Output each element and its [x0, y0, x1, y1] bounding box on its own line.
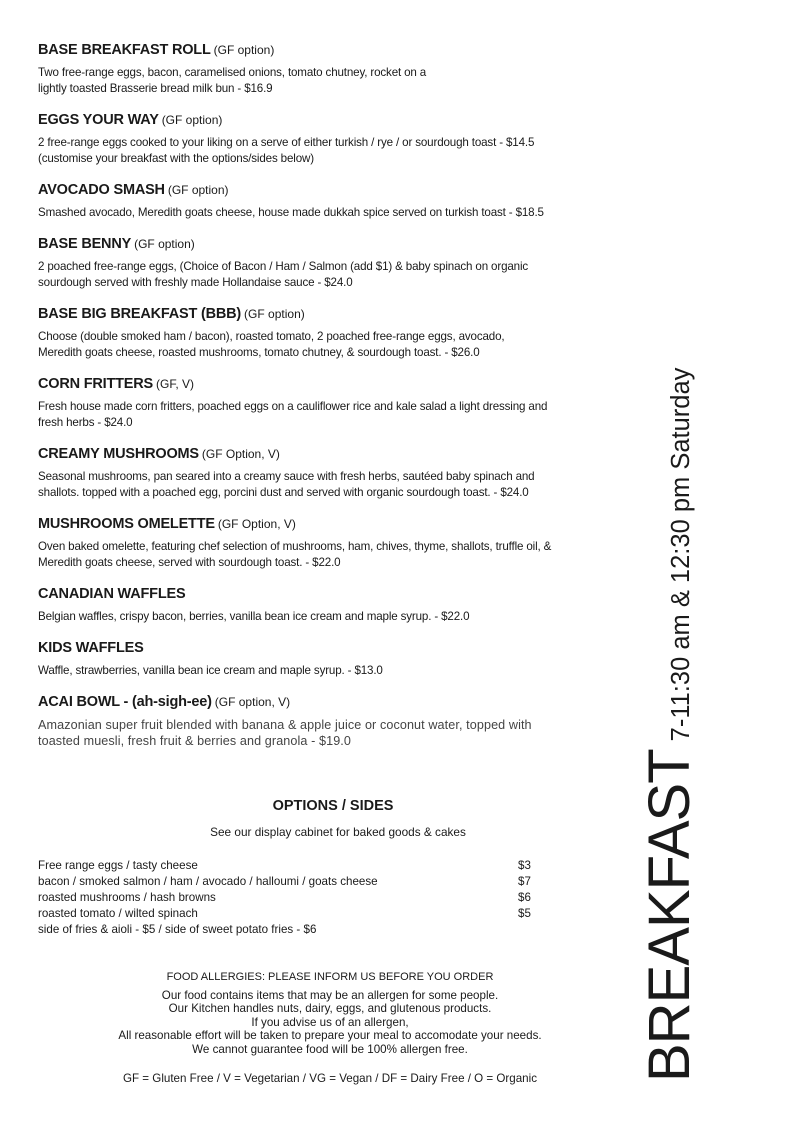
item-name: ACAI BOWL - (ah-sigh-ee)	[38, 694, 212, 710]
allergy-heading: FOOD ALLERGIES: PLEASE INFORM US BEFORE YOU ORDER	[166, 971, 494, 983]
banner-title: BREAKFAST	[637, 749, 702, 1082]
option-label: bacon / smoked salmon / ham / avocado / halloumi / goats cheese	[38, 875, 378, 888]
item-description	[38, 135, 638, 167]
item-description	[38, 539, 638, 571]
description-line: Smashed avocado, Meredith goats cheese, house made dukkah spice served on turkish toast - $18.5	[38, 206, 544, 219]
description-line: shallots. topped with a poached egg, porcini dust and served with organic sourdough toast. - $24.0	[38, 486, 529, 499]
item-name: CANADIAN WAFFLES	[38, 586, 186, 602]
item-description	[38, 663, 638, 679]
item-description	[38, 717, 638, 749]
item-dietary-note: (GF option)	[134, 237, 195, 251]
option-row	[38, 906, 618, 922]
description-line: sourdough served with freshly made Hollandaise sauce - $24.0	[38, 276, 353, 289]
option-row	[38, 858, 618, 874]
description-line: Meredith goats cheese, served with sourdough toast. - $22.0	[38, 556, 341, 569]
description-line: fresh herbs - $24.0	[38, 416, 133, 429]
allergy-line: Our food contains items that may be an allergen for some people.	[161, 988, 499, 1002]
allergy-line: All reasonable effort will be taken to prepare your meal to accomodate your needs.	[118, 1029, 542, 1042]
option-price: $5	[518, 907, 531, 920]
allergy-line: Our Kitchen handles nuts, dairy, eggs, and glutenous products.	[168, 1002, 492, 1015]
item-description	[38, 205, 638, 221]
item-description	[38, 609, 638, 625]
item-name: BASE BREAKFAST ROLL	[38, 42, 211, 58]
dietary-legend: GF = Gluten Free / V = Vegetarian / VG = Vegan / DF = Dairy Free / O = Organic	[122, 1072, 538, 1085]
allergy-line: If you advise us of an allergen,	[251, 1015, 409, 1029]
side-banner	[636, 368, 703, 1082]
banner-hours: 7-11:30 am & 12:30 pm Saturday	[667, 367, 695, 742]
menu-item	[38, 584, 638, 625]
description-line: Belgian waffles, crispy bacon, berries, vanilla bean ice cream and maple syrup. - $22.0	[38, 610, 470, 623]
option-label: Free range eggs / tasty cheese	[38, 859, 198, 872]
item-name: MUSHROOMS OMELETTE	[38, 516, 215, 532]
item-description	[38, 259, 638, 291]
menu-item	[38, 304, 638, 361]
description-line: Waffle, strawberries, vanilla bean ice cream and maple syrup. - $13.0	[38, 664, 383, 677]
options-subtitle: See our display cabinet for baked goods & cakes	[210, 825, 466, 839]
menu-item	[38, 444, 638, 501]
option-row	[38, 874, 618, 890]
item-description	[38, 329, 638, 361]
item-name: CORN FRITTERS	[38, 376, 154, 392]
description-line: Amazonian super fruit blended with banana & apple juice or coconut water, topped with	[38, 718, 532, 732]
item-name: BASE BIG BREAKFAST (BBB)	[38, 306, 242, 322]
item-dietary-note: (GF Option, V)	[217, 517, 296, 531]
option-price: $7	[518, 875, 531, 888]
description-line: lightly toasted Brasserie bread milk bun - $16.9	[38, 82, 273, 95]
description-line: 2 poached free-range eggs, (Choice of Bacon / Ham / Salmon (add $1) & baby spinach on organic	[38, 260, 529, 273]
option-label: roasted tomato / wilted spinach	[38, 907, 198, 920]
item-dietary-note: (GF option)	[161, 113, 223, 127]
item-description	[38, 399, 638, 431]
item-dietary-note: (GF Option, V)	[201, 447, 280, 461]
option-label: side of fries & aioli - $5 / side of sweet potato fries - $6	[38, 923, 317, 936]
description-line: Meredith goats cheese, roasted mushrooms, tomato chutney, & sourdough toast. - $26.0	[38, 346, 480, 359]
item-dietary-note: (GF option)	[167, 183, 229, 197]
description-line: Oven baked omelette, featuring chef selection of mushrooms, ham, chives, thyme, shallots, truffle oil, &	[38, 540, 552, 553]
description-line: Seasonal mushrooms, pan seared into a creamy sauce with fresh herbs, sautéed baby spinach and	[38, 470, 535, 483]
item-dietary-note: (GF option, V)	[214, 695, 291, 709]
item-description	[38, 65, 638, 97]
menu-item	[38, 110, 638, 167]
option-price: $3	[518, 859, 531, 872]
allergy-line: We cannot guarantee food will be 100% allergen free.	[192, 1042, 468, 1056]
menu-item	[38, 374, 638, 431]
menu-item	[38, 234, 638, 291]
description-line: toasted muesli, fresh fruit & berries and granola - $19.0	[38, 734, 352, 748]
option-row	[38, 922, 618, 938]
option-price: $6	[518, 891, 531, 904]
item-description	[38, 469, 638, 501]
menu-item	[38, 692, 638, 749]
options-title: OPTIONS / SIDES	[272, 798, 394, 814]
options-list	[38, 858, 618, 938]
menu-item	[38, 40, 638, 97]
item-name: CREAMY MUSHROOMS	[38, 446, 199, 462]
item-dietary-note: (GF option)	[213, 43, 275, 57]
description-line: Two free-range eggs, bacon, caramelised onions, tomato chutney, rocket on a	[38, 66, 427, 79]
item-name: BASE BENNY	[38, 236, 132, 252]
description-line: (customise your breakfast with the options/sides below)	[38, 152, 314, 165]
description-line: Fresh house made corn fritters, poached eggs on a cauliflower rice and kale salad a light dressing and	[38, 400, 548, 413]
item-name: KIDS WAFFLES	[38, 640, 144, 656]
menu-item	[38, 638, 638, 679]
description-line: 2 free-range eggs cooked to your liking on a serve of either turkish / rye / or sourdough toast - $14.5	[38, 136, 535, 149]
options-sides-section	[38, 798, 618, 938]
item-dietary-note: (GF option)	[244, 307, 305, 321]
menu-item	[38, 180, 638, 221]
breakfast-menu	[38, 40, 638, 762]
item-name: AVOCADO SMASH	[38, 182, 165, 198]
allergy-notice	[80, 971, 580, 1056]
option-label: roasted mushrooms / hash browns	[38, 891, 216, 904]
item-dietary-note: (GF, V)	[156, 377, 195, 391]
description-line: Choose (double smoked ham / bacon), roasted tomato, 2 poached free-range eggs, avocado,	[38, 330, 505, 343]
menu-item	[38, 514, 638, 571]
option-row	[38, 890, 618, 906]
item-name: EGGS YOUR WAY	[38, 112, 159, 128]
